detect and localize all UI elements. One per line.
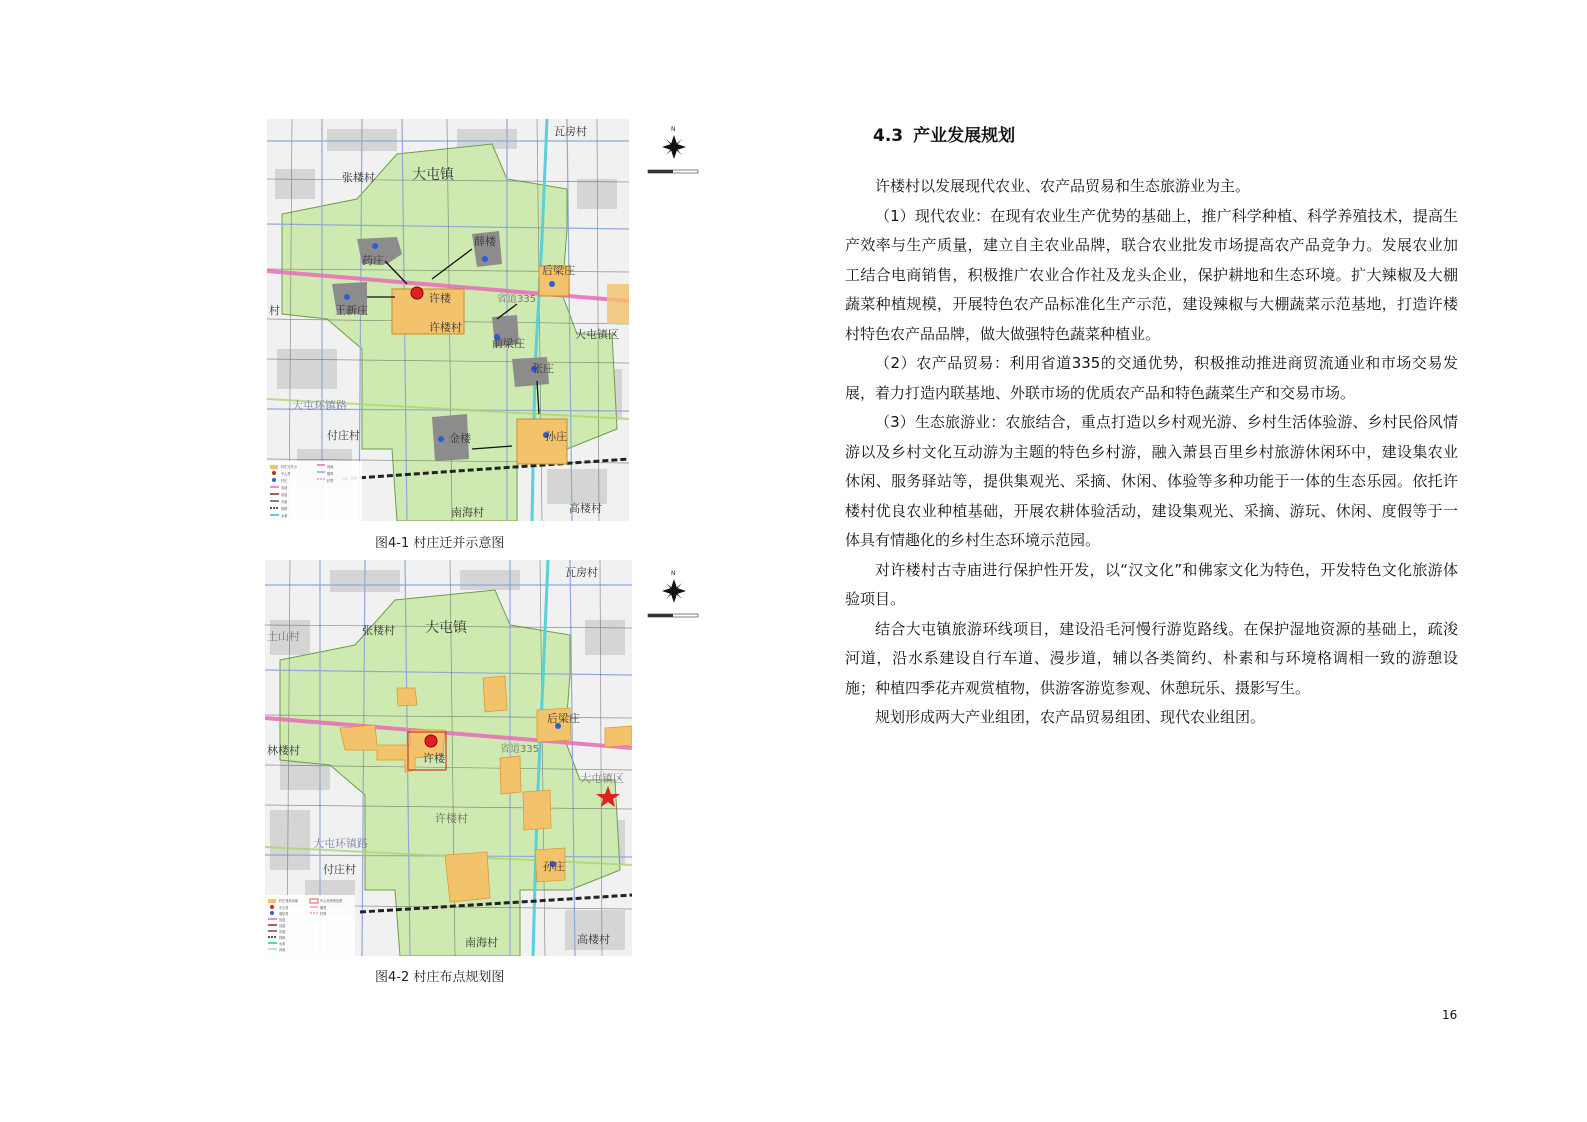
north-arrow-icon	[643, 566, 703, 624]
legend-2-item-9: 中心村规划范围	[320, 899, 343, 903]
label-datun-ring: 大屯环镇路	[292, 399, 347, 412]
label-fuzhuang: 付庄村	[327, 429, 360, 442]
paragraph: 规划形成两大产业组团，农产品贸易组团、现代农业组团。	[875, 708, 1266, 726]
page-number: 16	[1442, 1008, 1458, 1022]
paragraph: （1）现代农业：在现有农业生产优势的基础上，推广科学种植、科学养殖技术，提高生产效率与生产质量，建立自主农业品牌，联合农业批发市场提高农产品竞争力。发展农业加工结合电商销售，积极推广农业合作社及龙头企业，保护耕地和生态环境。扩大辣椒及大棚蔬菜种植规模，开展特色农产品标准化生产示范，建设辣椒与大棚蔬菜示范基地，打造许楼村特色农产品品牌，做大做强特色蔬菜种植业。	[845, 206, 1458, 343]
legend-2-item-11: 村界	[320, 912, 327, 916]
map-figure-1	[267, 119, 629, 521]
label-gaolou: 高楼村	[569, 502, 602, 515]
legend-1-item-3: 省道	[281, 486, 288, 490]
north-arrow-icon	[643, 122, 703, 180]
legend-1-item-8: 河流	[327, 465, 334, 469]
map-figure-2	[265, 560, 632, 956]
body-text	[845, 172, 1458, 733]
label2-houliang: 后梁庄	[547, 712, 580, 725]
legend-2-item-7: 水系	[279, 942, 286, 946]
label-xuelou: 薛楼	[474, 235, 496, 248]
legend-1-item-6: 铁路	[281, 507, 288, 511]
label2-sunzhuang: 孙庄	[543, 860, 565, 873]
label-xulou-village: 许楼村	[429, 321, 462, 334]
label2-zhanglou: 张楼村	[362, 624, 395, 637]
label2-gaolou: 高楼村	[577, 933, 610, 946]
label-datun-town: 大屯镇	[412, 167, 454, 183]
legend-1-item-1: 中心村	[281, 472, 291, 476]
legend-1-item-5: 乡道	[281, 500, 288, 504]
label-sunzhuang: 孙庄	[545, 430, 567, 443]
map-legend-1	[267, 461, 362, 521]
paragraph: 许楼村以发展现代农业、农产品贸易和生态旅游业为主。	[875, 177, 1251, 195]
compass-label-2: N	[671, 570, 676, 577]
label-qianliang: 前梁庄	[492, 337, 525, 350]
label-xulou: 许楼	[429, 292, 451, 305]
legend-1-item-4: 县道	[281, 493, 288, 497]
label-wafang: 瓦房村	[554, 125, 587, 138]
label-wangxin: 王新庄	[335, 304, 368, 317]
label2-datun-ring: 大屯环镇路	[313, 837, 368, 850]
label2-linlou: 林楼村	[267, 744, 300, 757]
figure-1-caption: 图4-1 村庄迁并示意图	[375, 536, 505, 551]
label2-datun-district: 大屯镇区	[580, 772, 624, 785]
legend-2-item-0: 村庄建设用地	[279, 899, 299, 903]
label2-fuzhuang: 付庄村	[323, 863, 356, 876]
legend-2-item-5: 乡道	[279, 930, 286, 934]
label2-shengdao: 省道335	[500, 744, 540, 755]
legend-1-item-0: 村庄迁并点	[281, 465, 297, 469]
label-zhanglou: 张楼村	[342, 171, 375, 184]
paragraph: （3）生态旅游业：农旅结合，重点打造以乡村观光游、乡村生活体验游、乡村民俗风情游以及乡村文化互动游为主题的特色乡村游，融入萧县百里乡村旅游休闲环中，建设集农业休闲、服务驿站等，提供集观光、采摘、休闲、体验等多种功能于一体的生态乐园。依托许楼村优良农业种植基础，开展农耕体验活动，建设集观光、采摘、游玩、休闲、度假等于一体具有情趣化的乡村生态环境示范园。	[845, 413, 1458, 549]
label2-xulou: 许楼	[423, 752, 445, 765]
paragraph: 对许楼村古寺庙进行保护性开发，以“汉文化”和佛家文化为特色，开发特色文化旅游体验项目。	[845, 560, 1458, 608]
label-houliang: 后梁庄	[542, 264, 575, 277]
legend-1-item-7: 水系	[281, 514, 288, 518]
label-zhangzhuang: 张庄	[532, 362, 554, 375]
map-legend-2	[265, 895, 355, 956]
legend-2-item-4: 县道	[279, 924, 286, 928]
label2-tushan: 土山村	[267, 630, 300, 643]
legend-2-item-3: 省道	[279, 918, 286, 922]
section-heading	[873, 121, 1015, 146]
section-title: 产业发展规划	[913, 126, 1016, 146]
label-jinlou: 金楼	[449, 432, 471, 445]
legend-2-item-6: 铁路	[279, 936, 286, 940]
label2-xulou-village: 许楼村	[435, 812, 468, 825]
compass-label: N	[671, 126, 676, 133]
figure-2-caption: 图4-2 村庄布点规划图	[375, 970, 505, 985]
paragraph: （2）农产品贸易：利用省道335的交通优势，积极推动推进商贸流通业和市场交易发展，着力打造内联基地、外联市场的优质农产品和特色蔬菜生产和交易市场。	[845, 354, 1458, 402]
legend-1-item-10: 村界	[327, 479, 334, 483]
paragraph: 结合大屯镇旅游环线项目，建设沿毛河慢行游览路线。在保护湿地资源的基础上，疏浚河道，沿水系建设自行车道、漫步道，辅以各类简约、朴素和与环境格调相一致的游憩设施；种植四季花卉观赏植物，供游客游览参观、休憩玩乐、摄影写生。	[845, 619, 1458, 697]
legend-2-item-10: 镇界	[320, 906, 327, 910]
legend-1-item-2: 村庄	[281, 479, 288, 483]
section-number: 4.3	[873, 126, 904, 146]
label-yaozhuang: 药庄	[362, 254, 384, 267]
legend-2-item-1: 中心村	[279, 906, 289, 910]
label2-datun-town: 大屯镇	[425, 620, 467, 636]
label-cun: 村	[269, 304, 280, 317]
label-nanhai: 南海村	[451, 506, 484, 519]
label-datun-district: 大屯镇区	[575, 328, 619, 341]
label2-wafang: 瓦房村	[565, 566, 598, 579]
legend-2-item-2: 基层村	[279, 912, 289, 916]
legend-1-item-9: 镇界	[327, 472, 334, 476]
label-shengdao: 省道335	[497, 294, 537, 305]
legend-2-item-8: 河流	[279, 948, 286, 952]
label2-nanhai: 南海村	[465, 936, 498, 949]
